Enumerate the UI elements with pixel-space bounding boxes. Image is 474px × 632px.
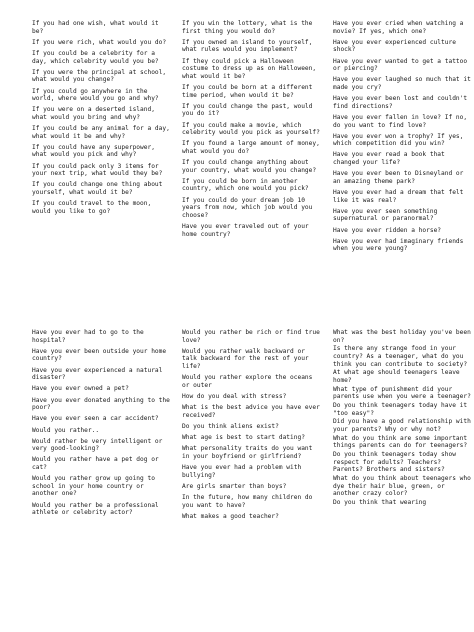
question-text: Have you ever had a problem with bullying? bbox=[182, 464, 302, 479]
question-text: Would you rather.. bbox=[32, 426, 100, 434]
question-text: Would you rather be rich or find true love? bbox=[182, 329, 320, 344]
question-text: What do you think about teenagers who dye their hair blue, green, or another crazy color? bbox=[333, 475, 471, 498]
question-text: Have you ever read a book that changed your life? bbox=[333, 151, 445, 167]
question-column-4 bbox=[32, 329, 172, 520]
question-text: Have you ever ridden a horse? bbox=[333, 226, 442, 234]
question-text: Did you have a good relationship with your parents? Why or why not? bbox=[333, 418, 471, 434]
question-text: Have you ever won a trophy? If yes, which competition did you win? bbox=[333, 132, 464, 148]
question-text: Have you ever experienced a natural disaster? bbox=[32, 366, 163, 382]
question-text: What age is best to start dating? bbox=[182, 434, 305, 442]
question-text: What is the best advice you have ever received? bbox=[182, 404, 320, 419]
question-text: Would you rather be a professional athlete or celebrity actor? bbox=[32, 501, 159, 517]
question-text: If you found a large amount of money, what would you do? bbox=[182, 140, 320, 155]
question-text: If you had one wish, what would it be? bbox=[32, 20, 159, 35]
question-text: Have you ever experienced culture shock? bbox=[333, 38, 456, 54]
question-column-6 bbox=[333, 329, 473, 508]
question-text: Have you ever been lost and couldn't find directions? bbox=[333, 95, 468, 110]
question-text: Do you think that wearing bbox=[333, 499, 427, 507]
question-text: Have you ever been outside your home country? bbox=[32, 347, 167, 363]
question-text: Would you rather walk backward or talk backward for the rest of your life? bbox=[182, 347, 309, 370]
question-text: How do you deal with stress? bbox=[182, 392, 287, 400]
question-text: Have you ever had to go to the hospital? bbox=[32, 329, 144, 344]
question-text: If you could do your dream job 10 years from now, which job would you choose? bbox=[182, 196, 313, 219]
question-text: What makes a good teacher? bbox=[182, 512, 279, 520]
question-text: Have you ever donated anything to the poor? bbox=[32, 396, 170, 412]
question-text: If you were rich, what would you do? bbox=[32, 38, 167, 46]
question-text: Have you ever fallen in love? If no, do you want to find love? bbox=[333, 113, 468, 129]
question-text: If you could be a celebrity for a day, which celebrity would you be? bbox=[32, 49, 159, 65]
question-column-3 bbox=[333, 20, 473, 257]
question-text: If you could change the past, would you do it? bbox=[182, 102, 313, 118]
question-text: If you could be born in another country, which one would you pick? bbox=[182, 177, 309, 193]
question-text: Have you ever traveled out of your home country? bbox=[182, 223, 309, 238]
question-text: If you were the principal at school, what would you change? bbox=[32, 68, 167, 84]
question-text: Do you think teenagers today show respect for adults? Teachers? Parents? Brothers and sisters? bbox=[333, 451, 456, 474]
question-text: Have you ever seen a car accident? bbox=[32, 415, 159, 423]
question-text: If they could pick a Halloween costume to dress up as on Halloween, what would it be? bbox=[182, 57, 317, 80]
question-text: What type of punishment did your parents use when you were a teenager? bbox=[333, 385, 471, 401]
question-text: If you could change one thing about yourself, what would it be? bbox=[32, 181, 163, 197]
question-text: What personality traits do you want in your boyfriend or girlfriend? bbox=[182, 445, 313, 460]
question-text: If you could pack only 3 items for your next trip, what would they be? bbox=[32, 162, 163, 178]
question-column-1 bbox=[32, 20, 172, 219]
question-text: Is there any strange food in your country? As a teenager, what do you think you can contribute to society? bbox=[333, 345, 468, 368]
question-text: Have you ever had imaginary friends when you were young? bbox=[333, 237, 464, 253]
question-text: If you could have any superpower, what would you pick and why? bbox=[32, 143, 155, 159]
question-column-2 bbox=[182, 20, 322, 242]
question-text: If you could make a movie, which celebrity would you pick as yourself? bbox=[182, 121, 320, 137]
question-text: If you could go anywhere in the world, where would you go and why? bbox=[32, 87, 159, 103]
question-text: Have you ever laughed so much that it made you cry? bbox=[333, 76, 471, 91]
question-text: If you win the lottery, what is the first thing you would do? bbox=[182, 20, 313, 35]
question-text: Have you ever seen something supernatural or paranormal? bbox=[333, 207, 438, 223]
question-text: If you could be born at a different time period, when would it be? bbox=[182, 83, 313, 99]
question-text: If you were on a deserted island, what would you bring and why? bbox=[32, 106, 155, 121]
question-text: Have you ever cried when watching a movie? If yes, which one? bbox=[333, 20, 464, 35]
question-text: Do you think teenagers today have it "too easy"? bbox=[333, 402, 468, 417]
question-text: Would you rather explore the oceans or outer bbox=[182, 374, 313, 389]
question-column-5 bbox=[182, 329, 322, 524]
question-text: Do you think aliens exist? bbox=[182, 422, 279, 430]
question-text: In the future, how many children do you want to have? bbox=[182, 494, 313, 509]
question-text: Have you ever owned a pet? bbox=[32, 385, 129, 393]
question-text: Have you ever wanted to get a tattoo or piercing? bbox=[333, 57, 468, 73]
question-text: If you could be any animal for a day, what would it be and why? bbox=[32, 125, 170, 140]
question-text: Would rather be very intelligent or very good-looking? bbox=[32, 437, 163, 453]
question-text: If you owned an island to yourself, what rules would you implement? bbox=[182, 38, 313, 54]
question-text: If you could travel to the moon, would you like to go? bbox=[32, 200, 152, 215]
question-text: Would you rather grow up going to school in your home country or another one? bbox=[32, 475, 155, 498]
question-text: Are girls smarter than boys? bbox=[182, 482, 287, 490]
question-text: What do you think are some important things parents can do for teenagers? bbox=[333, 434, 468, 450]
question-text: What was the best holiday you've been on? bbox=[333, 329, 471, 344]
question-text: At what age should teenagers leave home? bbox=[333, 369, 460, 384]
question-text: Would you rather have a pet dog or cat? bbox=[32, 456, 159, 472]
question-text: Have you ever had a dream that felt like it was real? bbox=[333, 189, 464, 204]
question-text: If you could change anything about your country, what would you change? bbox=[182, 159, 317, 174]
question-text: Have you ever been to Disneyland or an amazing theme park? bbox=[333, 170, 464, 185]
